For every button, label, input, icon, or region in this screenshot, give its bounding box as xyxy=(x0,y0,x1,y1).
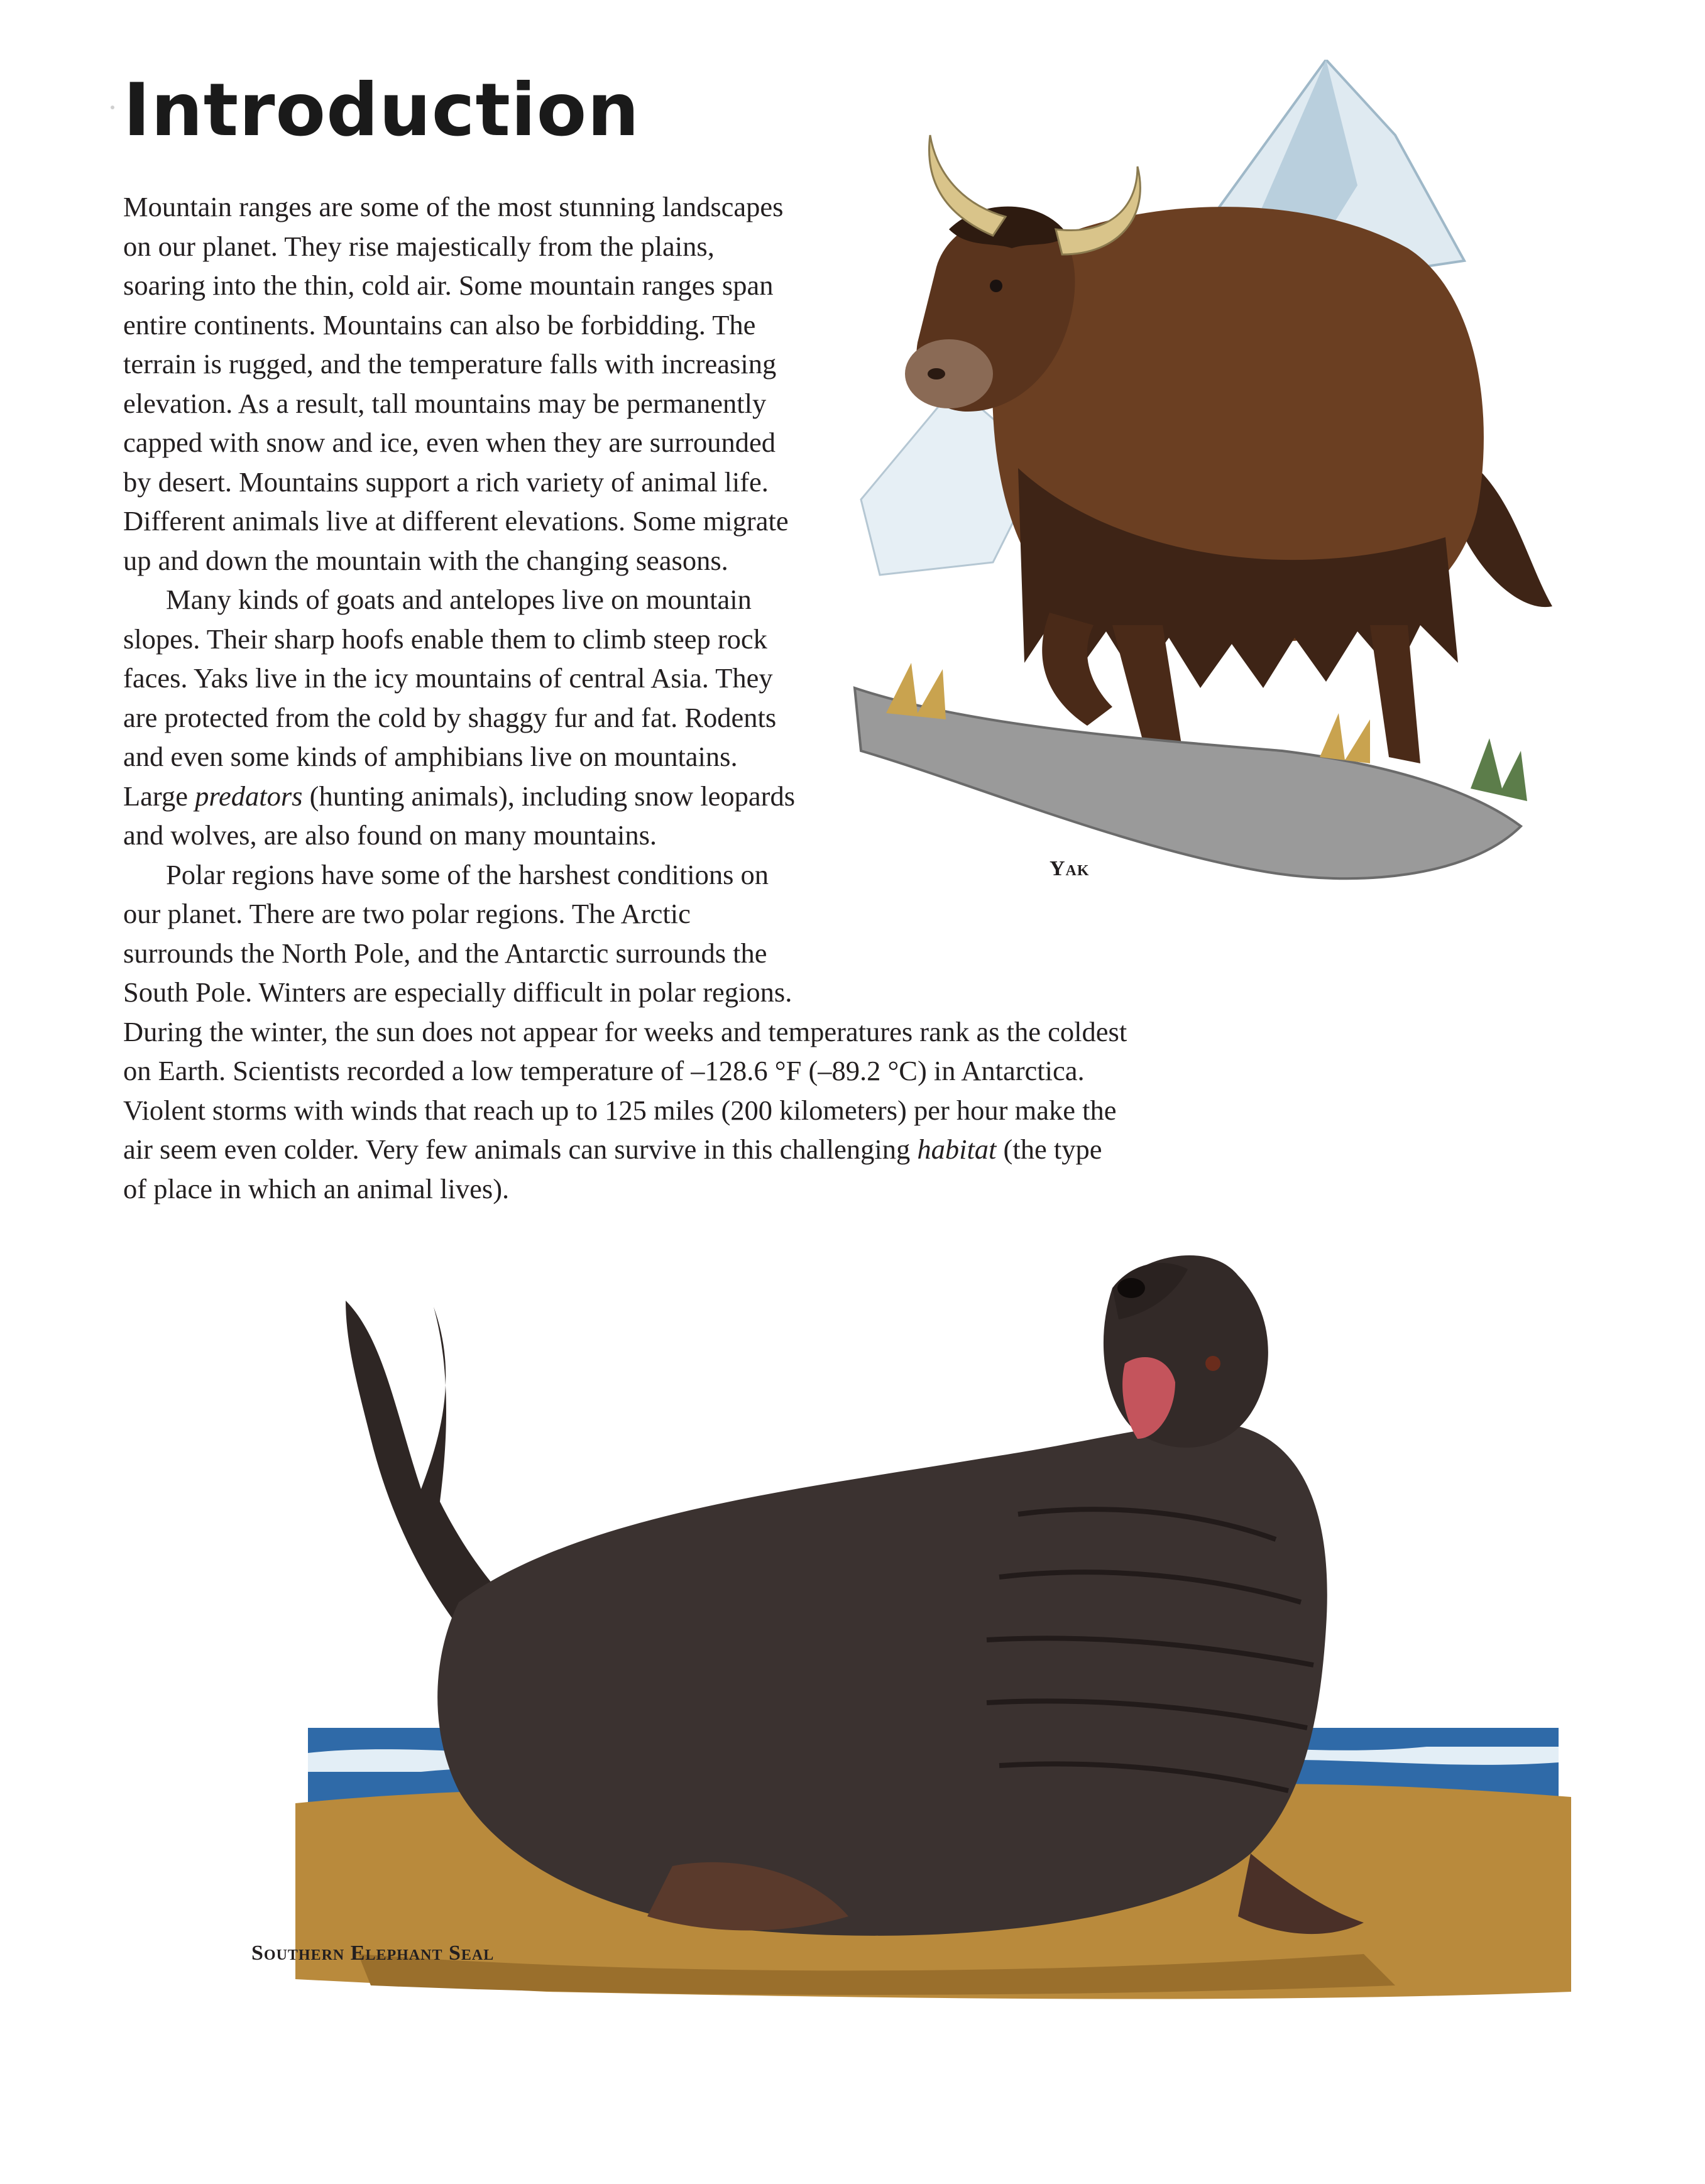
term-habitat: habitat xyxy=(917,1133,997,1165)
body-text xyxy=(123,187,1129,1208)
paragraph-1-text: Mountain ranges are some of the most stunning landscapes on our planet. They rise majestically from the plains, soaring into the thin, cold air. Some mountain ranges span entire continents. Mountains can also be forbidding. The terrain is rugged, and the temperature falls with increasing elevation. As a result, tall mountains may be permanently capped with snow and ice, even when they are surrounded by desert. Mountains support a rich variety of animal life. Different animals live at different elevations. Some migrate up and down the mountain with the changing seasons. xyxy=(123,191,789,576)
paragraph-3-text-after: (the type of place in which an animal lives). xyxy=(123,1133,1102,1204)
text-wrap-spacer xyxy=(802,187,1129,998)
seal-caption: Southern Elephant Seal xyxy=(251,1941,495,1965)
shrub xyxy=(1471,738,1527,801)
seal-tail-flipper xyxy=(346,1301,509,1627)
yak-hind-leg xyxy=(1370,625,1420,763)
term-predators: predators xyxy=(195,780,303,812)
page-title: Introduction xyxy=(123,68,640,153)
elephant-seal-illustration xyxy=(295,1250,1571,2004)
seal-svg xyxy=(295,1250,1571,2004)
seal-eye xyxy=(1205,1356,1220,1371)
seal-nostril xyxy=(1117,1278,1145,1298)
yak-caption: Yak xyxy=(1050,857,1090,880)
paragraph-2-text-before: Many kinds of goats and antelopes live on mountain slopes. Their sharp hoofs enable them to climb steep rock faces. Yaks live in the icy mountains of central Asia. They are protected from the cold by shaggy fur and fat. Rodents and even some kinds of amphibians live on mountains. Large xyxy=(123,584,777,812)
page-speck xyxy=(111,106,114,109)
paragraph-3-text-before: Polar regions have some of the harshest conditions on our planet. There are two polar regions. The Arctic surrounds the North Pole, and the Antarctic surrounds the South Pole. Winters are especially difficult in polar regions. During the winter, the sun does not appear for weeks and temperatures rank as the coldest on Earth. Scientists recorded a low temperature of –128.6 °F (–89.2 °C) in Antarctica. Violent storms with winds that reach up to 125 miles (200 kilometers) per hour make the air seem even colder. Very few animals can survive in this challenging xyxy=(123,858,1127,1165)
grass-tuft-right xyxy=(1320,713,1370,763)
paragraph-2-text-after: (hunting animals), including snow leopards and wolves, are also found on many mountains. xyxy=(123,780,796,851)
seal-body xyxy=(437,1423,1327,1936)
